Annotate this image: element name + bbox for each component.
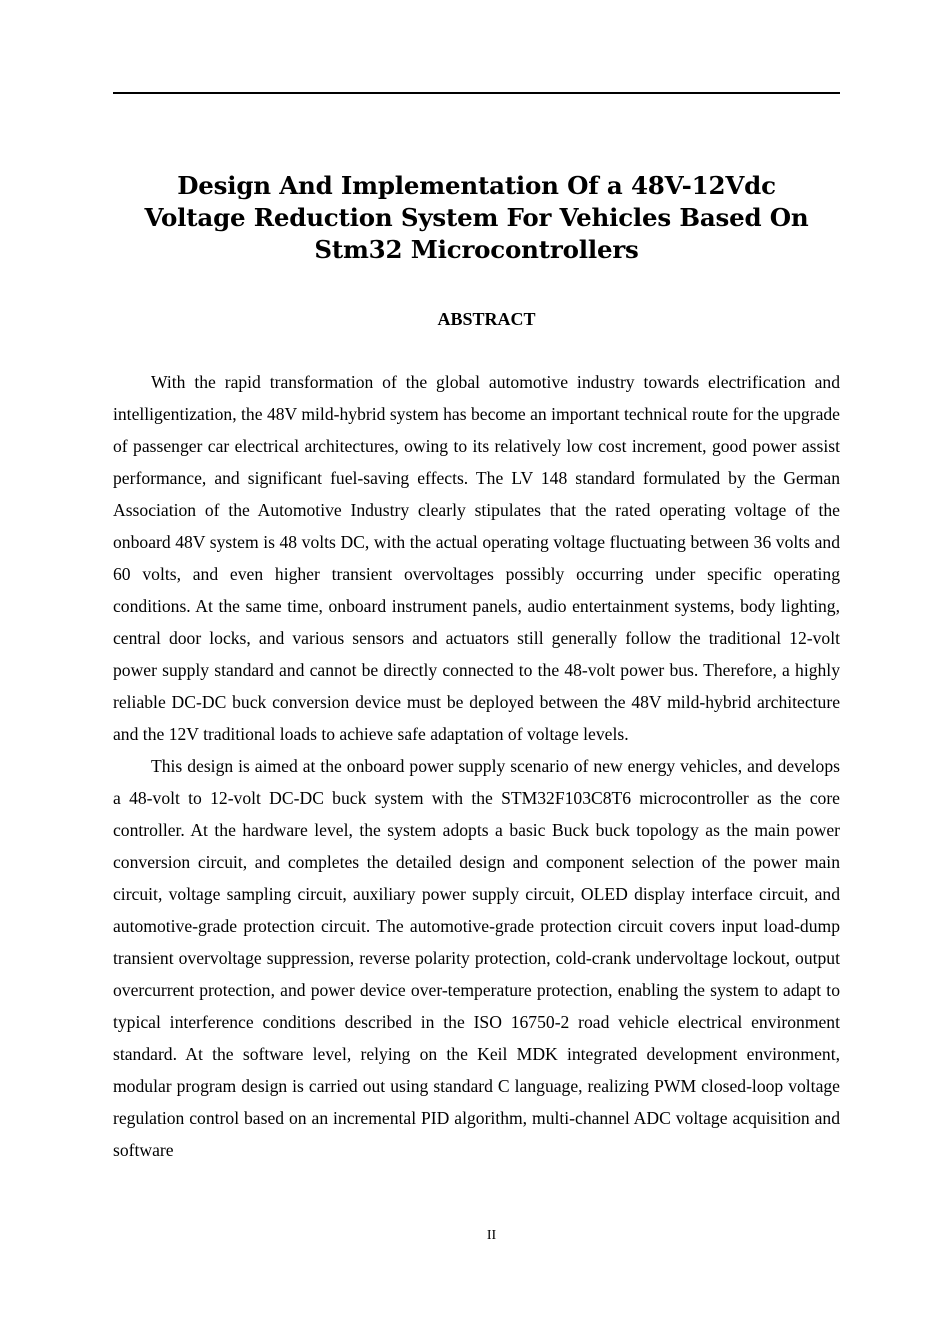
abstract-paragraph-2: This design is aimed at the onboard power supply scenario of new energy vehicles, and develops a 48-volt to 12-volt DC-DC buck system with the STM32F103C8T6 microcontroller as the core controller. At the hardware level, the system adopts a basic Buck buck topology as the main power conversion circuit, and completes the detailed design and component selection of the power main circuit, voltage sampling circuit, auxiliary power supply circuit, OLED display interface circuit, and automotive-grade protection circuit. The automotive-grade protection circuit covers input load-dump transient overvoltage suppression, reverse polarity protection, cold-crank undervoltage lockout, output overcurrent protection, and power device over-temperature protection, enabling the system to adapt to typical interference conditions described in the ISO 16750-2 road vehicle electrical environment standard. At the software level, relying on the Keil MDK integrated development environment, modular program design is carried out using standard C language, realizing PWM closed-loop voltage regulation control based on an incremental PID algorithm, multi-channel ADC voltage acquisition and software xyxy=(113,756,840,1160)
header-rule xyxy=(113,92,840,94)
abstract-body xyxy=(113,366,840,1166)
abstract-paragraph-1: With the rapid transformation of the global automotive industry towards electrification and intelligentization, the 48V mild-hybrid system has become an important technical route for the upgrade of passenger car electrical architectures, owing to its relatively low cost increment, good power assist performance, and significant fuel-saving effects. The LV 148 standard formulated by the German Association of the Automotive Industry clearly stipulates that the rated operating voltage of the onboard 48V system is 48 volts DC, with the actual operating voltage fluctuating between 36 volts and 60 volts, and even higher transient overvoltages possibly occurring under specific operating conditions. At the same time, onboard instrument panels, audio entertainment systems, body lighting, central door locks, and various sensors and actuators still generally follow the traditional 12-volt power supply standard and cannot be directly connected to the 48-volt power bus. Therefore, a highly reliable DC-DC buck conversion device must be deployed between the 48V mild-hybrid architecture and the 12V traditional loads to achieve safe adaptation of voltage levels. xyxy=(113,372,840,744)
abstract-heading: ABSTRACT xyxy=(437,309,536,329)
page-number: II xyxy=(486,1228,497,1243)
document-title: Design And Implementation Of a 48V-12Vdc Voltage Reduction System For Vehicles Based On Stm32 Microcontrollers xyxy=(144,171,809,264)
